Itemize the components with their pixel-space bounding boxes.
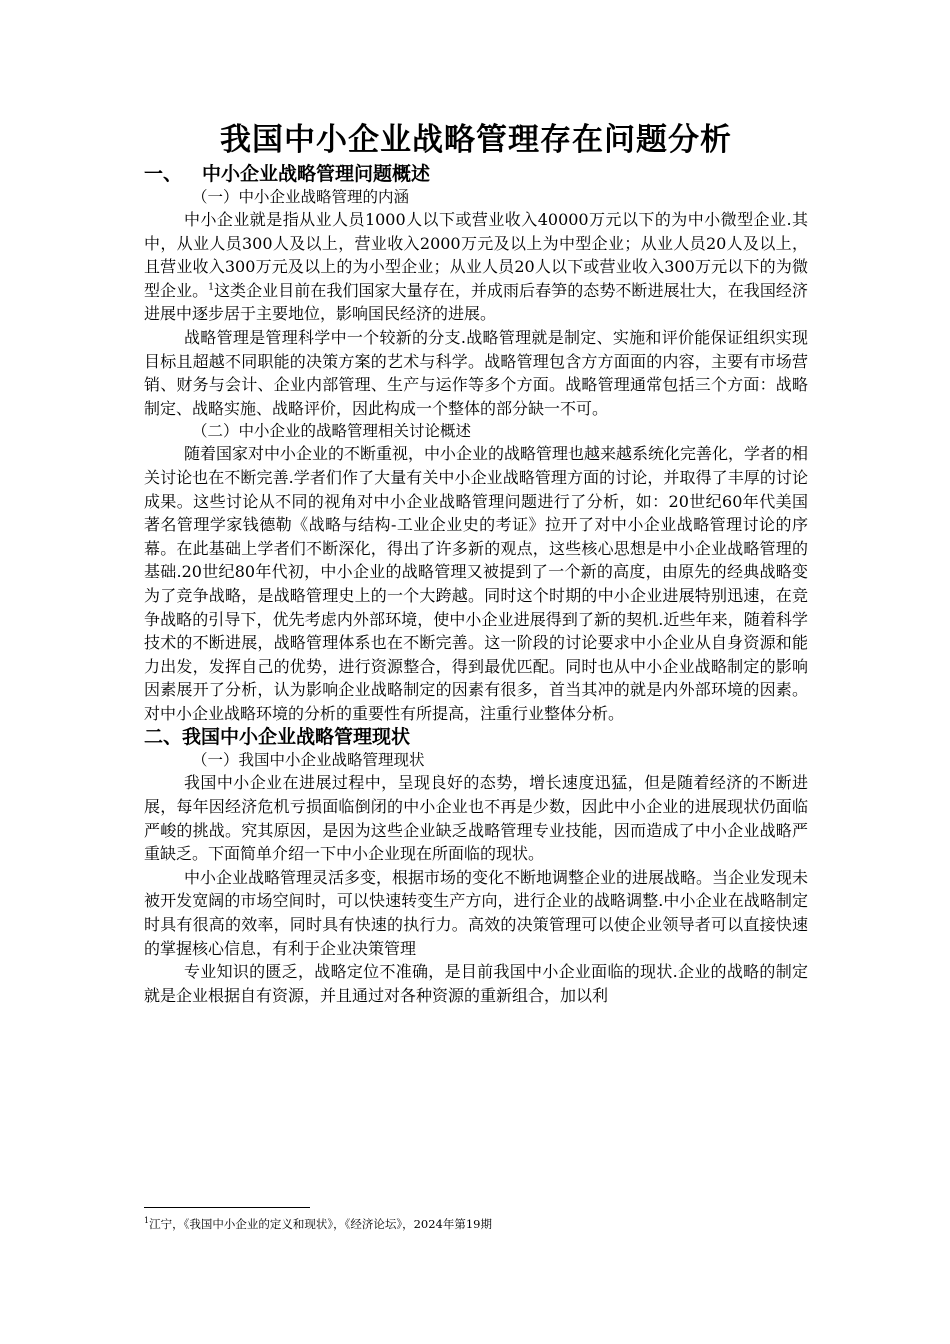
section-heading-2 bbox=[144, 725, 808, 749]
footnote-number: 1 bbox=[144, 1216, 150, 1225]
subsection-heading-1-2: （二）中小企业的战略管理相关讨论概述 bbox=[192, 422, 472, 441]
section-heading-text: 我国中小企业战略管理现状 bbox=[182, 726, 411, 749]
document-title: 我国中小企业战略管理存在问题分析 bbox=[220, 122, 732, 158]
section-heading-text: 中小企业战略管理问题概述 bbox=[202, 163, 431, 185]
paragraph-sme-definition bbox=[144, 208, 808, 326]
paragraph-text: 这类企业目前在我们国家大量存在，并成雨后春笋的态势不断进展壮大，在我国经济进展中逐步居于主要地位，影响国民经济的进展。 bbox=[144, 280, 808, 324]
document-page bbox=[144, 118, 808, 1007]
footnote bbox=[144, 1213, 492, 1232]
paragraph-flexibility: 中小企业战略管理灵活多变，根据市场的变化不断地调整企业的进展战略。当企业发现未被开发宽阔的市场空间时，可以快速转变生产方向，进行企业的战略调整.中小企业在战略制定时具有很高的效率，同时具有快速的执行力。高效的决策管理可以使企业领导者可以直接快速的掌握核心信息，有利于企业决策管理 bbox=[144, 867, 809, 958]
paragraph-current-status: 我国中小企业在进展过程中，呈现良好的态势，增长速度迅猛，但是随着经济的不断进展，每年因经济危机亏损面临倒闭的中小企业也不再是少数，因此中小企业的进展现状仍面临严峻的挑战。究其原因，是因为这些企业缺乏战略管理专业技能，因而造成了中小企业战略严重缺乏。下面简单介绍一下中小企业现在所面临的现状。 bbox=[144, 773, 808, 864]
footnote-reference[interactable]: 1 bbox=[208, 282, 214, 293]
section-heading-number: 二、 bbox=[144, 726, 183, 749]
paragraph-research-overview: 随着国家对中小企业的不断重视，中小企业的战略管理也越来越系统化完善化，学者的相关讨论也在不断完善.学者们作了大量有关中小企业战略管理方面的讨论，并取得了丰厚的讨论成果。这些讨论从不同的视角对中小企业战略管理问题进行了分析，如：20世纪60年代美国著名管理学家钱德勒《战略与结构-工业企业史的考证》拉开了对中小企业战略管理讨论的序幕。在此基础上学者们不断深化，得出了许多新的观点，这些核心思想是中小企业战略管理的基础.20世纪80年代初，中小企业的战略管理又被提到了一个新的高度，由原先的经典战略变为了竞争战略，是战略管理史上的一个大跨越。同时这个时期的中小企业进展特别迅速，在竞争战略的引导下，优先考虑内外部环境，使中小企业进展得到了新的契机.近些年来，随着科学技术的不断进展，战略管理体系也在不断完善。这一阶段的讨论要求中小企业从自身资源和能力出发，发挥自己的优势，进行资源整合，得到最优匹配。同时也从中小企业战略制定的影响因素展开了分析，认为影响企业战略制定的因素有很多，首当其冲的就是内外部环境的因素。对中小企业战略环境的分析的重要性有所提高，注重行业整体分析。 bbox=[144, 444, 809, 723]
paragraph-strategic-management: 战略管理是管理科学中一个较新的分支.战略管理就是制定、实施和评价能保证组织实现目标且超越不同职能的决策方案的艺术与科学。战略管理包含方方面面的内容，主要有市场营销、财务与会计、企业内部管理、生产与运作等多个方面。战略管理通常包括三个方面：战略制定、战略实施、战略评价，因此构成一个整体的部分缺一不可。 bbox=[144, 327, 808, 418]
paragraph-knowledge-shortage: 专业知识的匮乏，战略定位不准确，是目前我国中小企业面临的现状.企业的战略的制定就是企业根据自有资源，并且通过对各种资源的重新组合，加以利 bbox=[144, 962, 808, 1005]
footnote-text: 江宁，《我国中小企业的定义和现状》，《经济论坛》，2024年第19期 bbox=[149, 1216, 492, 1231]
subsection-heading-1-1: （一）中小企业战略管理的内涵 bbox=[192, 188, 410, 206]
paragraph-text: 中小企业就是指从业人员1000人以下或营业收入40000万元以下的为中小微型企业.其中，从业人员300人及以上，营业收入2000万元及以上为中型企业；从业人员20人及以上，且营业收入300万元及以上的为小型企业；从业人员20人以下或营业收入300万元以下的为微型企业。 bbox=[144, 210, 808, 300]
section-heading-number: 一、 bbox=[144, 163, 183, 185]
subsection-heading-2-1: （一）我国中小企业战略管理现状 bbox=[192, 751, 425, 770]
footnote-separator bbox=[144, 1207, 310, 1208]
section-heading-1 bbox=[144, 162, 808, 186]
